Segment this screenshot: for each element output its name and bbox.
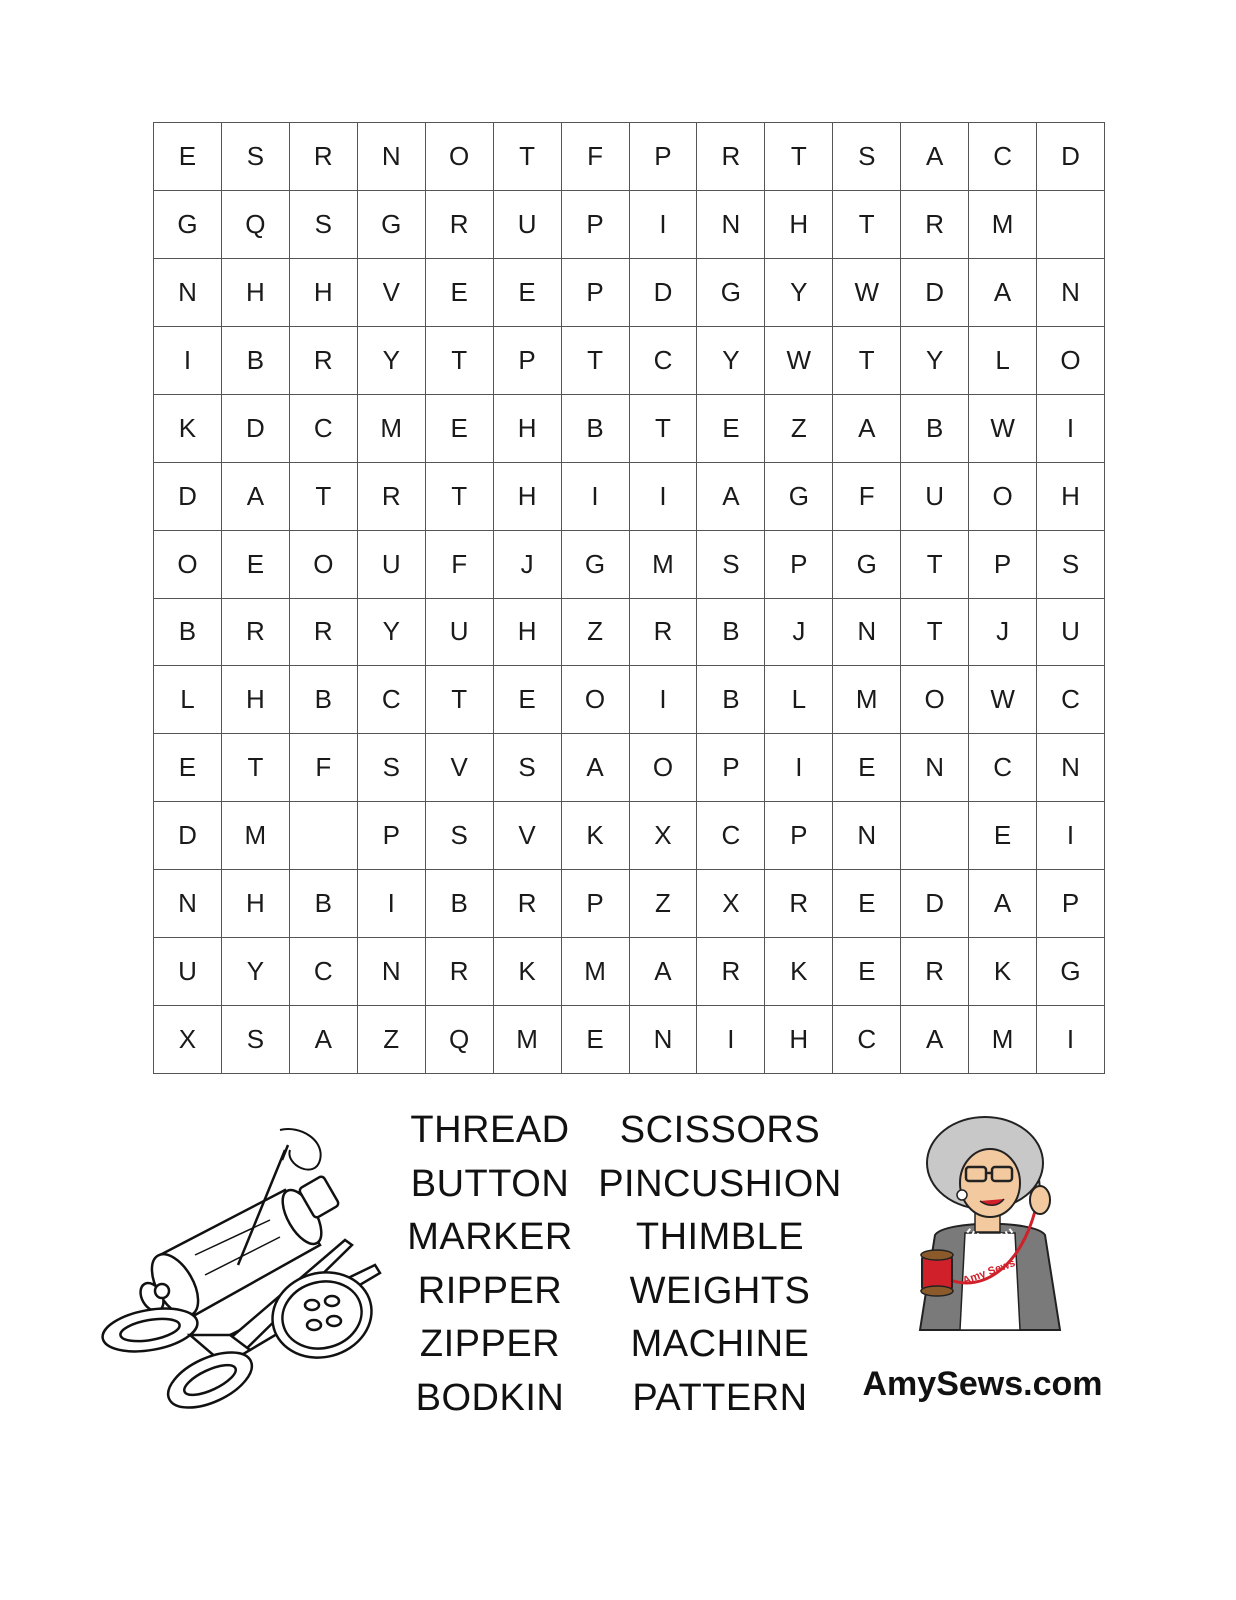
- grid-cell: D: [154, 802, 222, 870]
- grid-cell: E: [494, 666, 562, 734]
- grid-cell: U: [901, 463, 969, 531]
- grid-cell: O: [154, 531, 222, 599]
- grid-cell: N: [1037, 734, 1105, 802]
- grid-cell: [901, 802, 969, 870]
- grid-cell: T: [765, 123, 833, 191]
- word-list-item: PINCUSHION: [598, 1162, 842, 1205]
- grid-cell: P: [765, 531, 833, 599]
- grid-cell: R: [630, 599, 698, 667]
- grid-cell: E: [426, 259, 494, 327]
- grid-cell: Y: [222, 938, 290, 1006]
- word-list-item: THIMBLE: [635, 1216, 805, 1258]
- grid-cell: I: [630, 666, 698, 734]
- grid-cell: [290, 802, 358, 870]
- grid-cell: I: [630, 463, 698, 531]
- grid-cell: F: [562, 123, 630, 191]
- grid-cell: T: [426, 666, 494, 734]
- sewing-supplies-illustration: [100, 1125, 390, 1415]
- grid-cell: P: [358, 802, 426, 870]
- grid-cell: B: [222, 327, 290, 395]
- grid-cell: R: [697, 938, 765, 1006]
- grid-cell: Q: [426, 1006, 494, 1074]
- grid-cell: P: [562, 870, 630, 938]
- grid-cell: Y: [358, 327, 426, 395]
- word-list-item: THREAD: [410, 1109, 570, 1151]
- grid-cell: B: [562, 395, 630, 463]
- word-search-grid: [153, 122, 1105, 1074]
- grid-cell: L: [969, 327, 1037, 395]
- grid-cell: O: [290, 531, 358, 599]
- grid-cell: E: [833, 938, 901, 1006]
- grid-cell: K: [154, 395, 222, 463]
- grid-cell: G: [562, 531, 630, 599]
- grid-cell: X: [154, 1006, 222, 1074]
- grid-cell: T: [901, 599, 969, 667]
- grid-cell: U: [154, 938, 222, 1006]
- grid-cell: H: [222, 259, 290, 327]
- grid-cell: U: [1037, 599, 1105, 667]
- grid-cell: S: [222, 1006, 290, 1074]
- grid-cell: Y: [697, 327, 765, 395]
- grid-cell: E: [969, 802, 1037, 870]
- word-list-item: BODKIN: [415, 1376, 565, 1419]
- word-list-item: ZIPPER: [419, 1323, 561, 1365]
- grid-cell: D: [154, 463, 222, 531]
- grid-cell: A: [222, 463, 290, 531]
- grid-cell: Z: [358, 1006, 426, 1074]
- grid-cell: H: [765, 191, 833, 259]
- grid-cell: B: [901, 395, 969, 463]
- grid-cell: J: [765, 599, 833, 667]
- grid-cell: T: [833, 327, 901, 395]
- grid-cell: L: [765, 666, 833, 734]
- grid-cell: H: [494, 463, 562, 531]
- grid-cell: T: [290, 463, 358, 531]
- grid-cell: D: [901, 870, 969, 938]
- grid-cell: O: [969, 463, 1037, 531]
- grid-cell: S: [1037, 531, 1105, 599]
- grid-cell: T: [562, 327, 630, 395]
- grid-cell: V: [494, 802, 562, 870]
- grid-cell: Q: [222, 191, 290, 259]
- amy-mascot-illustration: [900, 1115, 1080, 1345]
- grid-cell: E: [833, 870, 901, 938]
- grid-cell: H: [222, 666, 290, 734]
- grid-cell: A: [630, 938, 698, 1006]
- grid-cell: N: [358, 938, 426, 1006]
- grid-cell: I: [630, 191, 698, 259]
- grid-cell: F: [426, 531, 494, 599]
- grid-cell: A: [290, 1006, 358, 1074]
- grid-cell: H: [494, 395, 562, 463]
- grid-cell: G: [154, 191, 222, 259]
- grid-cell: M: [630, 531, 698, 599]
- grid-cell: X: [697, 870, 765, 938]
- grid-cell: A: [969, 870, 1037, 938]
- grid-cell: K: [562, 802, 630, 870]
- grid-cell: O: [630, 734, 698, 802]
- word-list-item: PATTERN: [632, 1376, 808, 1419]
- grid-cell: F: [290, 734, 358, 802]
- grid-cell: M: [358, 395, 426, 463]
- grid-cell: T: [833, 191, 901, 259]
- grid-cell: R: [901, 191, 969, 259]
- grid-cell: Z: [562, 599, 630, 667]
- grid-cell: E: [697, 395, 765, 463]
- grid-cell: D: [901, 259, 969, 327]
- grid-cell: B: [290, 870, 358, 938]
- grid-cell: I: [1037, 1006, 1105, 1074]
- grid-cell: T: [426, 463, 494, 531]
- grid-cell: E: [833, 734, 901, 802]
- grid-cell: M: [969, 191, 1037, 259]
- grid-cell: R: [697, 123, 765, 191]
- grid-cell: S: [697, 531, 765, 599]
- grid-cell: Z: [765, 395, 833, 463]
- word-list-item: RIPPER: [417, 1269, 563, 1312]
- grid-cell: P: [1037, 870, 1105, 938]
- word-list: [400, 1104, 860, 1425]
- grid-cell: M: [494, 1006, 562, 1074]
- grid-cell: T: [426, 327, 494, 395]
- grid-cell: P: [562, 191, 630, 259]
- grid-cell: S: [290, 191, 358, 259]
- grid-cell: W: [833, 259, 901, 327]
- grid-cell: D: [630, 259, 698, 327]
- word-list-item: SCISSORS: [619, 1109, 821, 1151]
- grid-cell: G: [358, 191, 426, 259]
- grid-cell: A: [901, 1006, 969, 1074]
- grid-cell: O: [562, 666, 630, 734]
- grid-cell: N: [833, 599, 901, 667]
- grid-cell: E: [494, 259, 562, 327]
- grid-cell: I: [1037, 802, 1105, 870]
- spool-in-hand-icon: [921, 1250, 953, 1296]
- grid-cell: B: [426, 870, 494, 938]
- grid-cell: N: [154, 259, 222, 327]
- grid-cell: C: [358, 666, 426, 734]
- grid-cell: Y: [901, 327, 969, 395]
- grid-cell: R: [426, 191, 494, 259]
- grid-cell: E: [154, 123, 222, 191]
- grid-cell: C: [969, 734, 1037, 802]
- grid-cell: I: [765, 734, 833, 802]
- grid-cell: P: [697, 734, 765, 802]
- grid-cell: H: [222, 870, 290, 938]
- site-name: AmySews.com: [862, 1365, 1103, 1403]
- grid-cell: V: [358, 259, 426, 327]
- grid-cell: V: [426, 734, 494, 802]
- grid-cell: C: [969, 123, 1037, 191]
- grid-cell: D: [222, 395, 290, 463]
- grid-cell: H: [494, 599, 562, 667]
- grid-cell: C: [630, 327, 698, 395]
- grid-cell: E: [562, 1006, 630, 1074]
- grid-cell: S: [426, 802, 494, 870]
- grid-cell: I: [697, 1006, 765, 1074]
- grid-cell: D: [1037, 123, 1105, 191]
- grid-cell: Y: [358, 599, 426, 667]
- grid-cell: N: [697, 191, 765, 259]
- shirt-text: Amy Sews: [961, 1257, 1017, 1288]
- grid-cell: S: [833, 123, 901, 191]
- grid-cell: R: [290, 123, 358, 191]
- grid-cell: W: [765, 327, 833, 395]
- grid-cell: B: [697, 599, 765, 667]
- grid-cell: N: [154, 870, 222, 938]
- grid-cell: H: [1037, 463, 1105, 531]
- grid-cell: M: [969, 1006, 1037, 1074]
- grid-cell: R: [426, 938, 494, 1006]
- grid-cell: B: [697, 666, 765, 734]
- grid-cell: M: [562, 938, 630, 1006]
- word-list-item: MARKER: [407, 1216, 573, 1258]
- grid-cell: E: [426, 395, 494, 463]
- grid-cell: C: [833, 1006, 901, 1074]
- grid-cell: R: [222, 599, 290, 667]
- word-list-item: MACHINE: [630, 1323, 810, 1365]
- grid-cell: A: [833, 395, 901, 463]
- grid-cell: G: [765, 463, 833, 531]
- grid-cell: K: [765, 938, 833, 1006]
- grid-cell: N: [901, 734, 969, 802]
- grid-cell: P: [494, 327, 562, 395]
- grid-cell: M: [222, 802, 290, 870]
- grid-cell: R: [290, 599, 358, 667]
- grid-cell: C: [697, 802, 765, 870]
- grid-cell: K: [494, 938, 562, 1006]
- face-icon: [960, 1149, 1020, 1217]
- word-list-item: BUTTON: [410, 1162, 570, 1205]
- grid-cell: N: [358, 123, 426, 191]
- grid-cell: I: [358, 870, 426, 938]
- grid-cell: J: [969, 599, 1037, 667]
- grid-cell: M: [833, 666, 901, 734]
- grid-cell: U: [426, 599, 494, 667]
- grid-cell: I: [562, 463, 630, 531]
- grid-cell: P: [630, 123, 698, 191]
- grid-cell: Z: [630, 870, 698, 938]
- grid-cell: N: [630, 1006, 698, 1074]
- grid-cell: E: [222, 531, 290, 599]
- grid-cell: A: [697, 463, 765, 531]
- grid-cell: A: [969, 259, 1037, 327]
- grid-cell: A: [562, 734, 630, 802]
- grid-cell: G: [833, 531, 901, 599]
- grid-cell: G: [697, 259, 765, 327]
- grid-cell: A: [901, 123, 969, 191]
- grid-cell: R: [290, 327, 358, 395]
- grid-cell: P: [969, 531, 1037, 599]
- grid-cell: O: [426, 123, 494, 191]
- grid-cell: P: [765, 802, 833, 870]
- grid-cell: F: [833, 463, 901, 531]
- grid-cell: C: [290, 395, 358, 463]
- grid-cell: H: [290, 259, 358, 327]
- grid-cell: N: [1037, 259, 1105, 327]
- grid-cell: P: [562, 259, 630, 327]
- grid-cell: I: [154, 327, 222, 395]
- grid-cell: B: [154, 599, 222, 667]
- grid-cell: E: [154, 734, 222, 802]
- grid-cell: Y: [765, 259, 833, 327]
- grid-cell: W: [969, 395, 1037, 463]
- grid-cell: S: [358, 734, 426, 802]
- grid-cell: J: [494, 531, 562, 599]
- grid-cell: W: [969, 666, 1037, 734]
- grid-cell: U: [358, 531, 426, 599]
- grid-cell: T: [222, 734, 290, 802]
- grid-cell: [1037, 191, 1105, 259]
- grid-cell: T: [901, 531, 969, 599]
- grid-cell: H: [765, 1006, 833, 1074]
- grid-cell: O: [1037, 327, 1105, 395]
- grid-cell: X: [630, 802, 698, 870]
- grid-cell: R: [494, 870, 562, 938]
- grid-cell: O: [901, 666, 969, 734]
- grid-cell: C: [1037, 666, 1105, 734]
- grid-cell: L: [154, 666, 222, 734]
- grid-cell: C: [290, 938, 358, 1006]
- grid-cell: G: [1037, 938, 1105, 1006]
- grid-cell: N: [833, 802, 901, 870]
- word-list-item: WEIGHTS: [629, 1269, 811, 1312]
- grid-cell: R: [901, 938, 969, 1006]
- grid-cell: T: [630, 395, 698, 463]
- grid-cell: K: [969, 938, 1037, 1006]
- grid-cell: T: [494, 123, 562, 191]
- grid-cell: R: [358, 463, 426, 531]
- grid-cell: R: [765, 870, 833, 938]
- grid-cell: U: [494, 191, 562, 259]
- grid-cell: S: [222, 123, 290, 191]
- grid-cell: B: [290, 666, 358, 734]
- grid-cell: I: [1037, 395, 1105, 463]
- grid-cell: S: [494, 734, 562, 802]
